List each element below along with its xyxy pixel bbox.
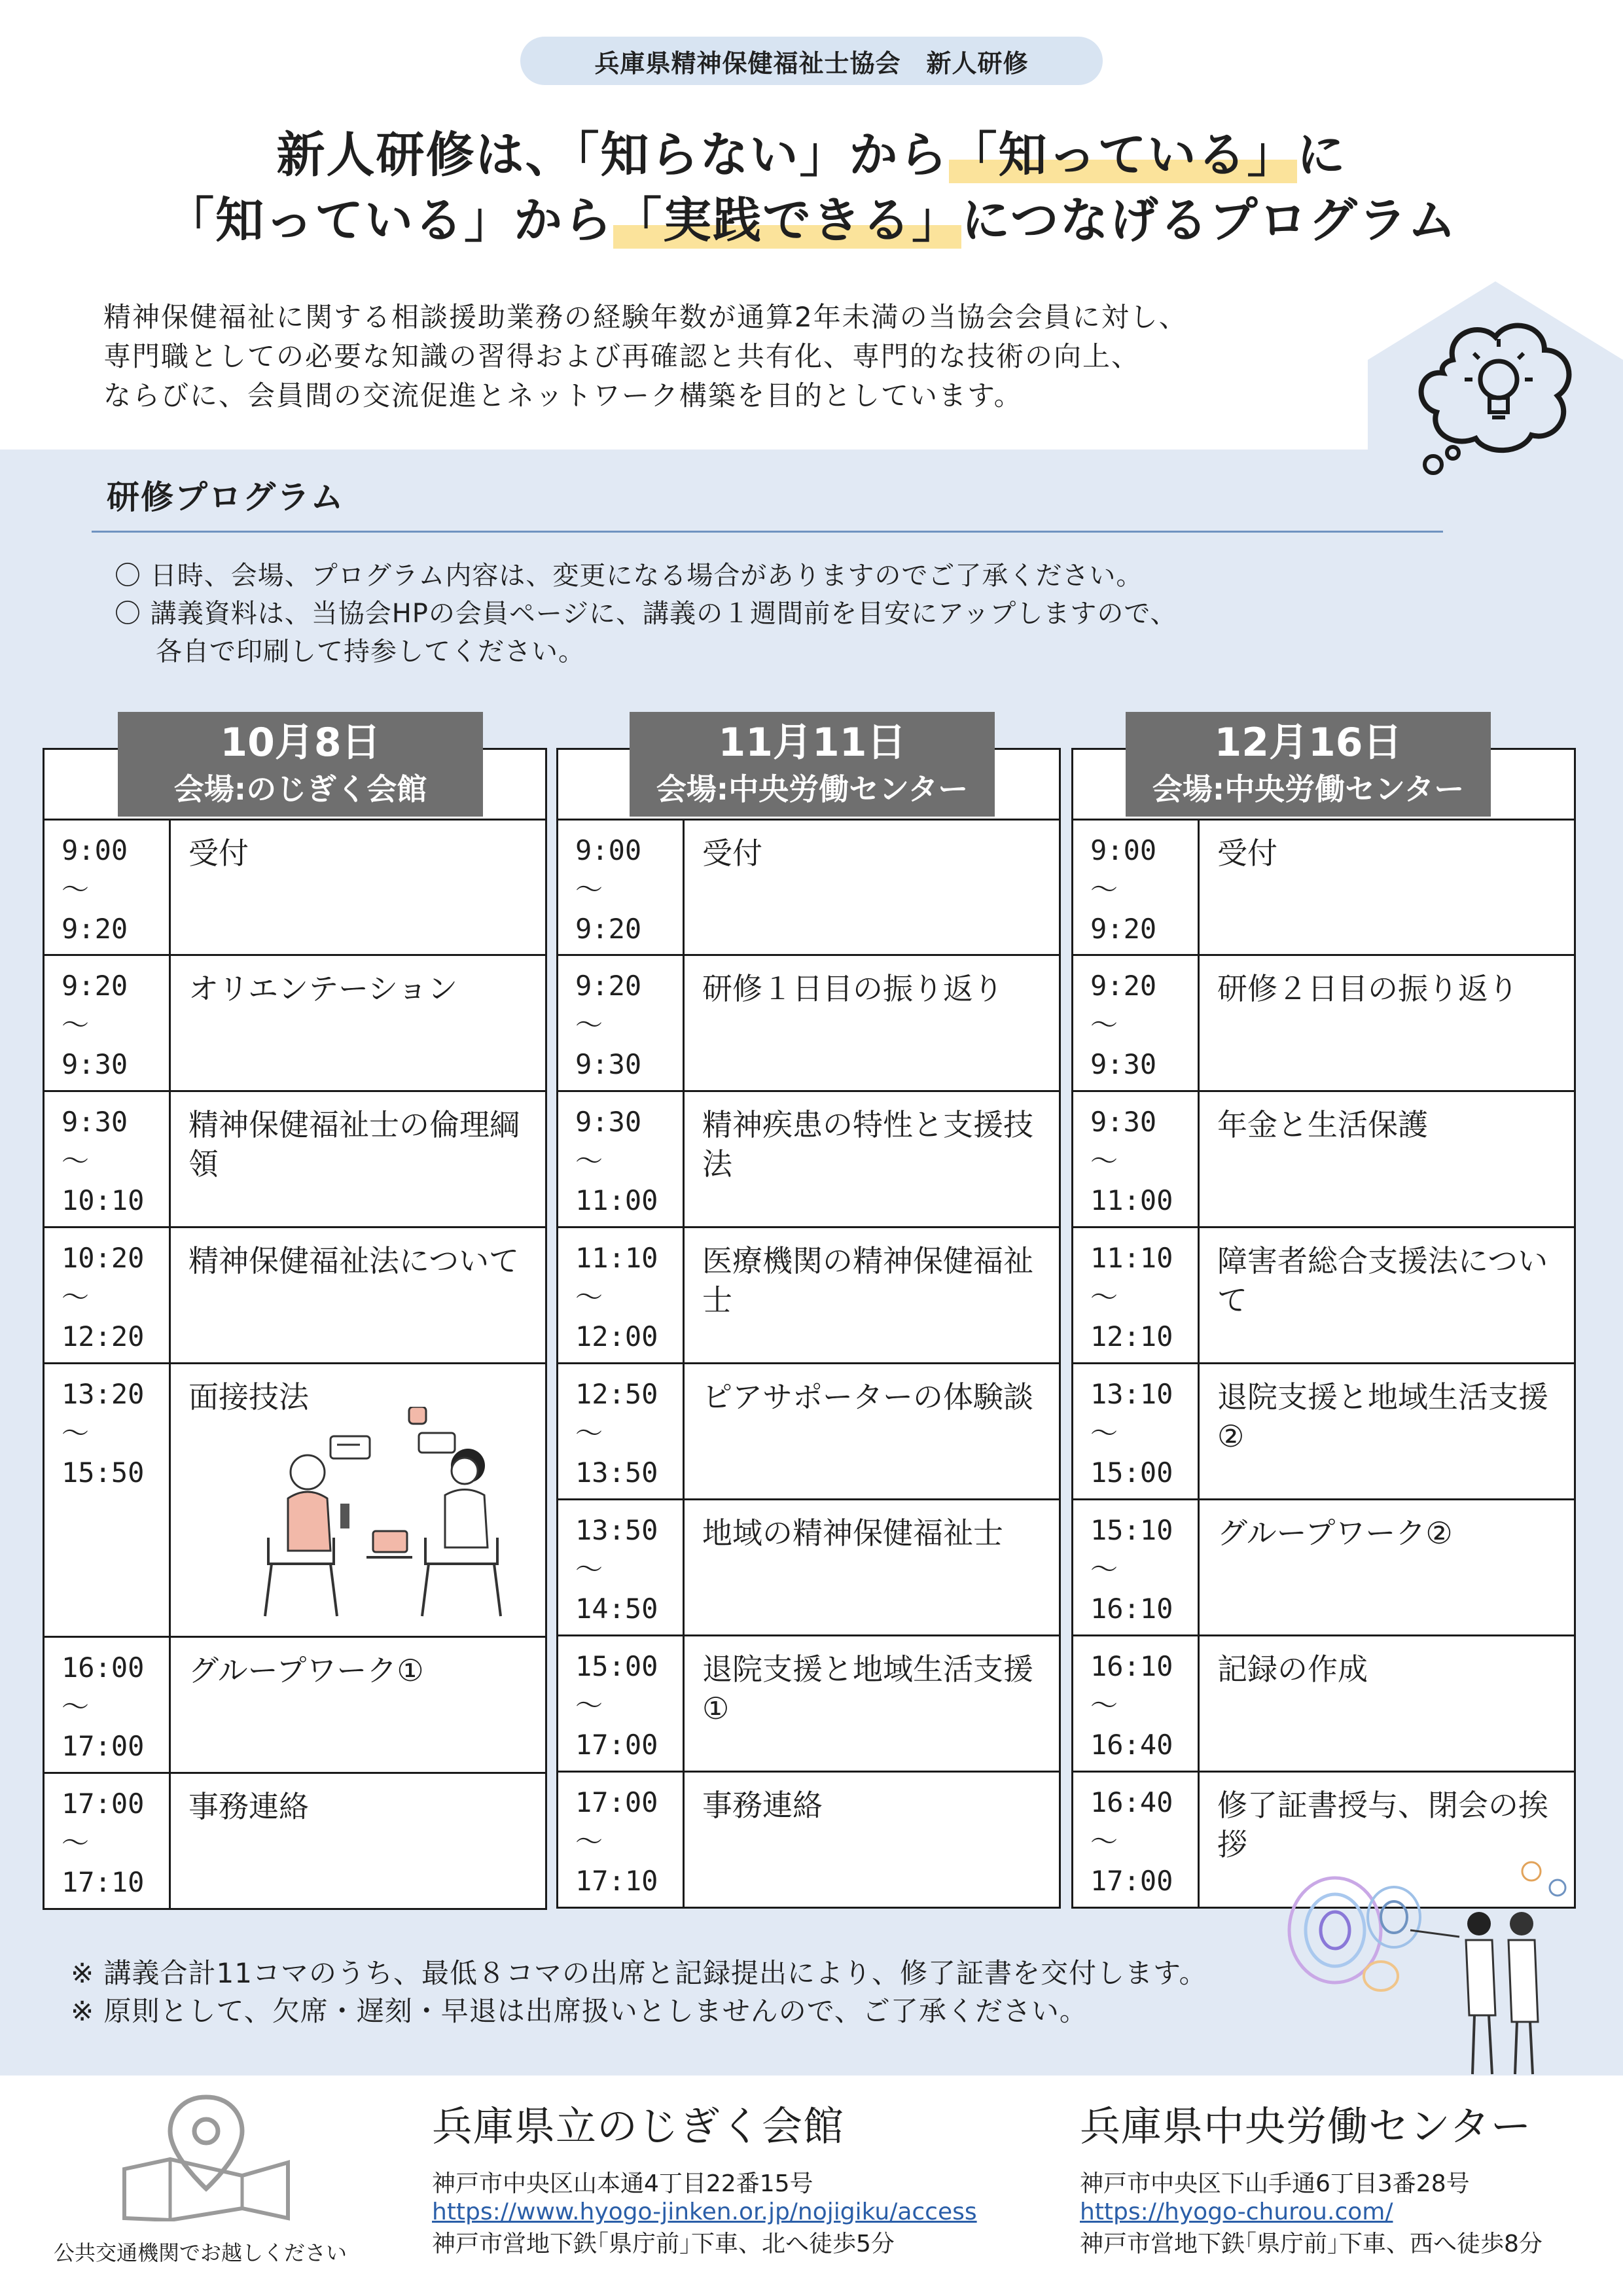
topic-cell: 事務連絡 (702, 1788, 823, 1823)
table-row (558, 819, 1059, 954)
org-banner: 兵庫県精神保健福祉士協会 新人研修 (520, 37, 1103, 85)
column-divider (1198, 1364, 1200, 1498)
column-divider (169, 1228, 171, 1362)
topic-cell: 精神保健福祉士の倫理綱領 (188, 1107, 520, 1182)
date-tab (630, 712, 995, 817)
table-row (558, 1226, 1059, 1362)
venue-label: 会場:中央労働センター (1152, 771, 1465, 807)
section-title: 研修プログラム (107, 478, 345, 516)
date-tab (1126, 712, 1491, 817)
lightbulb-thought-icon (1407, 314, 1590, 484)
venue-name: 兵庫県立のじぎく会館 (432, 2102, 845, 2150)
topic-cell: 修了証書授与、閉会の挨拶 (1217, 1788, 1548, 1862)
table-row (45, 819, 545, 954)
time-cell: 10:20 〜 12:20 (62, 1242, 145, 1352)
column-divider (683, 1500, 685, 1634)
venue-url-link[interactable]: https://www.hyogo-jinken.or.jp/nojigiku/access (432, 2199, 977, 2225)
time-cell: 15:10 〜 16:10 (1090, 1514, 1173, 1625)
topic-cell: グループワーク② (1217, 1515, 1453, 1551)
venue-address: 神戸市中央区下山手通6丁目3番28号 (1080, 2170, 1470, 2197)
topic-cell: 受付 (1217, 836, 1277, 871)
date-tab (118, 712, 483, 817)
column-divider (683, 1636, 685, 1771)
time-cell: 16:40 〜 17:00 (1090, 1786, 1173, 1897)
time-cell: 9:00 〜 9:20 (62, 834, 128, 945)
column-divider (683, 1092, 685, 1226)
time-cell: 9:00 〜 9:20 (575, 834, 642, 945)
topic-cell: 退院支援と地域生活支援② (1217, 1379, 1548, 1454)
topic-cell: 地域の精神保健福祉士 (702, 1515, 1003, 1551)
time-cell: 13:10 〜 15:00 (1090, 1378, 1173, 1489)
topic-cell: グループワーク① (188, 1653, 424, 1688)
time-cell: 9:30 〜 10:10 (62, 1106, 145, 1216)
time-cell: 9:20 〜 9:30 (575, 970, 642, 1080)
column-divider (169, 1092, 171, 1226)
column-divider (1198, 956, 1200, 1090)
table-row (45, 1772, 545, 1908)
column-divider (1198, 1228, 1200, 1362)
headline-1-highlight: 「知っている」 (948, 127, 1297, 183)
table-row (558, 1498, 1059, 1634)
column-divider (169, 1364, 171, 1636)
time-cell: 13:20 〜 15:50 (62, 1378, 145, 1489)
note-line: 各自で印刷して持参してください。 (156, 637, 585, 667)
time-cell: 13:50 〜 14:50 (575, 1514, 658, 1625)
date-label: 11月11日 (718, 720, 906, 766)
schedule-table (556, 748, 1061, 1909)
headline-2-highlight: 「実践できる」 (613, 192, 962, 249)
table-row (45, 1090, 545, 1226)
column-divider (683, 821, 685, 954)
headline-2-part-c: につなげるプログラム (961, 192, 1457, 249)
time-cell: 9:00 〜 9:20 (1090, 834, 1157, 945)
time-cell: 15:00 〜 17:00 (575, 1650, 658, 1761)
topic-cell: 年金と生活保護 (1217, 1107, 1428, 1142)
headline-line-2 (0, 182, 1623, 251)
intro-line: ならびに、会員間の交流促進とネットワーク構築を目的としています。 (103, 380, 1023, 412)
topic-cell: 退院支援と地域生活支援① (702, 1651, 1033, 1726)
topic-cell: 記録の作成 (1217, 1651, 1368, 1687)
column-divider (1198, 1092, 1200, 1226)
table-row (45, 1636, 545, 1772)
venue-card-churou (1080, 2094, 1603, 2259)
venue-label: 会場:中央労働センター (656, 771, 969, 807)
topic-cell: 精神疾患の特性と支援技法 (702, 1107, 1033, 1182)
column-divider (1198, 1773, 1200, 1907)
venue-url-link[interactable]: https://hyogo-churou.com/ (1080, 2199, 1393, 2225)
table-row (1073, 1226, 1574, 1362)
column-divider (169, 1638, 171, 1772)
headline-2-part-a: 「知っている」から (166, 192, 614, 249)
table-row (1073, 1634, 1574, 1771)
table-row (1073, 819, 1574, 954)
column-divider (683, 1228, 685, 1362)
table-row (558, 954, 1059, 1090)
time-cell: 9:20 〜 9:30 (62, 970, 128, 1080)
topic-cell: オリエンテーション (188, 971, 458, 1006)
venue-address: 神戸市中央区山本通4丁目22番15号 (432, 2170, 813, 2197)
time-cell: 9:20 〜 9:30 (1090, 970, 1157, 1080)
topic-cell: 面接技法 (188, 1379, 309, 1415)
intro-line: 専門職としての必要な知識の習得および再確認と共有化、専門的な技術の向上、 (103, 340, 1141, 372)
interview-illustration (255, 1407, 517, 1623)
table-row (1073, 1090, 1574, 1226)
time-cell: 17:00 〜 17:10 (575, 1786, 658, 1897)
venue-card-nojigiku (432, 2094, 1021, 2259)
column-divider (683, 1364, 685, 1498)
topic-cell: 研修１日目の振り返り (702, 971, 1003, 1006)
transit-note: 公共交通機関でお越しください (54, 2240, 348, 2265)
topic-cell: ピアサポーターの体験談 (702, 1379, 1033, 1415)
schedule-table (1071, 748, 1576, 1909)
table-row (558, 1362, 1059, 1498)
topic-cell: 受付 (702, 836, 762, 871)
topic-cell: 事務連絡 (188, 1789, 309, 1824)
table-row (1073, 1362, 1574, 1498)
footnote: ※ 講義合計11コマのうち、最低８コマの出席と記録提出により、修了証書を交付します。 (71, 1957, 1207, 1989)
table-row (45, 954, 545, 1090)
note-line: 〇 日時、会場、プログラム内容は、変更になる場合がありますのでご了承ください。 (115, 561, 1143, 591)
time-cell: 11:10 〜 12:00 (575, 1242, 658, 1352)
date-label: 12月16日 (1214, 720, 1402, 766)
table-row (1073, 954, 1574, 1090)
column-divider (169, 1774, 171, 1908)
column-divider (1198, 1636, 1200, 1771)
topic-cell: 研修２日目の振り返り (1217, 971, 1518, 1006)
column-divider (1198, 821, 1200, 954)
venue-label: 会場:のじぎく会館 (173, 771, 427, 807)
headline-1-part-c: に (1296, 127, 1347, 183)
topic-cell: 精神保健福祉法について (188, 1243, 520, 1279)
headline-1-part-a: 新人研修は、「知らない」から (276, 127, 949, 183)
table-row (558, 1771, 1059, 1907)
venue-access: 神戸市営地下鉄｢県庁前｣下車、北へ徒歩5分 (432, 2231, 895, 2257)
time-cell: 16:00 〜 17:00 (62, 1651, 145, 1762)
venue-name: 兵庫県中央労働センター (1080, 2102, 1532, 2150)
time-cell: 9:30 〜 11:00 (1090, 1106, 1173, 1216)
date-label: 10月8日 (220, 720, 381, 766)
map-pin-icon (111, 2091, 301, 2221)
column-divider (683, 956, 685, 1090)
column-divider (169, 821, 171, 954)
time-cell: 11:10 〜 12:10 (1090, 1242, 1173, 1352)
column-divider (1198, 1500, 1200, 1634)
table-row (1073, 1498, 1574, 1634)
topic-cell: 受付 (188, 836, 249, 871)
topic-cell: 障害者総合支援法について (1217, 1243, 1548, 1318)
topic-cell: 医療機関の精神保健福祉士 (702, 1243, 1033, 1318)
schedule-table (43, 748, 547, 1910)
time-cell: 9:30 〜 11:00 (575, 1106, 658, 1216)
table-row (45, 1226, 545, 1362)
time-cell: 12:50 〜 13:50 (575, 1378, 658, 1489)
venue-access: 神戸市営地下鉄｢県庁前｣下車、西へ徒歩8分 (1080, 2231, 1543, 2257)
note-line: 〇 講義資料は、当協会HPの会員ページに、講義の１週間前を目安にアップしますので、 (115, 599, 1177, 629)
footnote: ※ 原則として、欠席・遅刻・早退は出席扱いとしませんので、ご了承ください。 (71, 1995, 1088, 2027)
intro-line: 精神保健福祉に関する相談援助業務の経験年数が通算2年未満の当協会会員に対し、 (103, 301, 1188, 333)
table-row (558, 1634, 1059, 1771)
column-divider (683, 1773, 685, 1907)
table-row (558, 1090, 1059, 1226)
section-divider (92, 531, 1443, 533)
time-cell: 17:00 〜 17:10 (62, 1788, 145, 1898)
headline-line-1 (0, 116, 1623, 186)
spiral-target-illustration (1283, 1852, 1577, 2087)
column-divider (169, 956, 171, 1090)
time-cell: 16:10 〜 16:40 (1090, 1650, 1173, 1761)
